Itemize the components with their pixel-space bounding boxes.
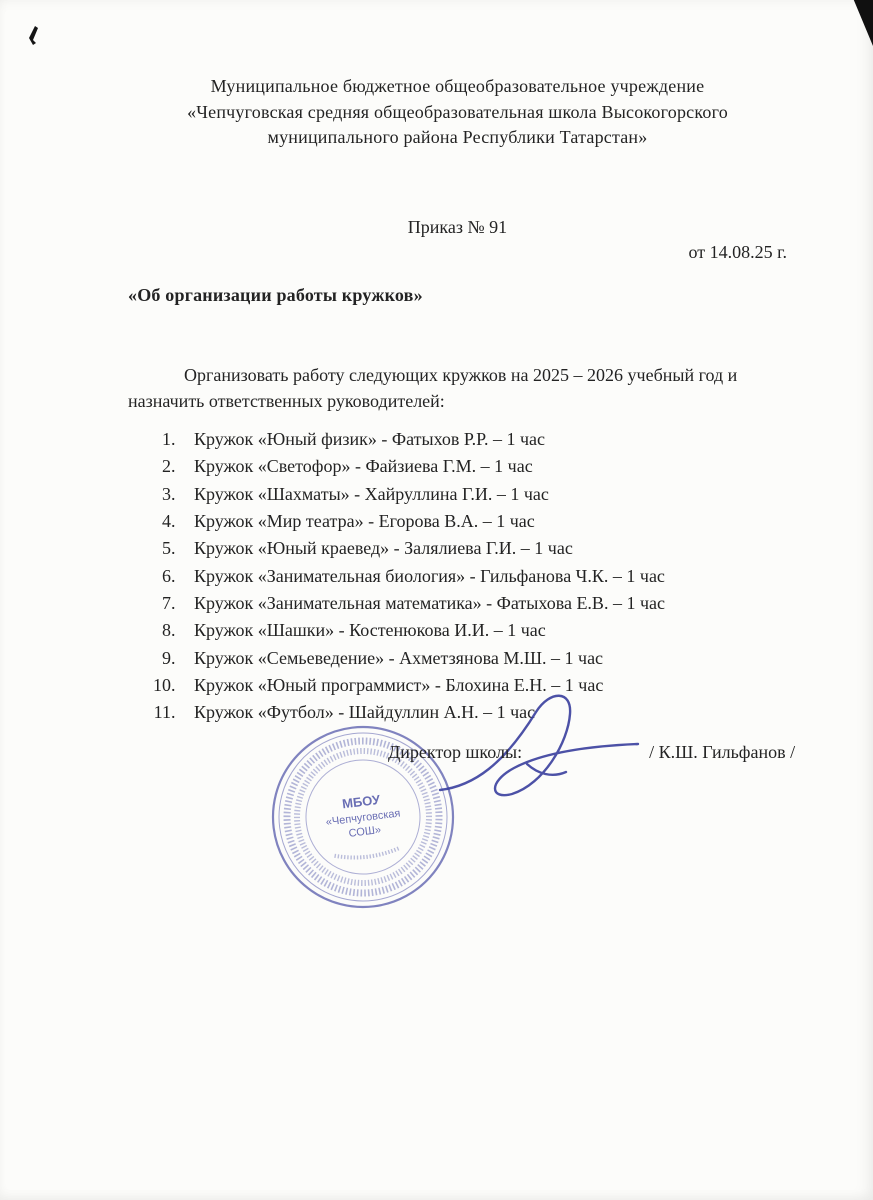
signature-space xyxy=(527,757,645,758)
list-item xyxy=(180,672,787,699)
organization-header-line3: муниципального района Республики Татарстан» xyxy=(267,127,648,148)
list-item xyxy=(180,590,787,617)
club-item-text: Кружок «Мир театра» - Егорова В.А. – 1 час xyxy=(194,510,535,531)
order-title: Приказ № 91 xyxy=(407,216,508,237)
club-item-text: Кружок «Занимательная математика» - Фатыхова Е.В. – 1 час xyxy=(194,592,665,613)
stamp-text-line2: «Чепчуговская xyxy=(325,807,402,829)
organization-header-line1: Муниципальное бюджетное общеобразовательное учреждение xyxy=(210,76,705,96)
order-subject: «Об организации работы кружков» xyxy=(128,284,423,305)
signature-name: / К.Ш. Гильфанов / xyxy=(649,742,796,762)
club-item-text: Кружок «Шашки» - Костенюкова И.И. – 1 час xyxy=(194,620,546,641)
signature-row xyxy=(388,742,796,763)
club-item-text: Кружок «Семьеведение» - Ахметзянова М.Ш. – 1 час xyxy=(194,647,604,668)
club-item-text: Кружок «Шахматы» - Хайруллина Г.И. – 1 час xyxy=(194,483,549,504)
club-item-text: Кружок «Занимательная биология» - Гильфанова Ч.К. – 1 час xyxy=(194,565,665,586)
list-item xyxy=(180,699,787,726)
list-item xyxy=(180,508,787,535)
club-item-text: Кружок «Светофор» - Файзиева Г.М. – 1 час xyxy=(194,456,533,477)
club-item-text: Кружок «Юный краевед» - Залялиева Г.И. – 1 час xyxy=(194,538,573,559)
club-item-text: Кружок «Футбол» - Шайдуллин А.Н. – 1 час xyxy=(194,702,536,723)
organization-header-line2: «Чепчуговская средняя общеобразовательная школа Высокогорского xyxy=(187,101,728,122)
order-body-paragraph: Организовать работу следующих кружков на 2025 – 2026 учебный год и назначить ответственных руководителей: xyxy=(128,364,738,411)
club-item-text: Кружок «Юный физик» - Фатыхов Р.Р. – 1 час xyxy=(194,428,545,449)
list-item xyxy=(180,535,787,562)
list-item xyxy=(180,563,787,590)
list-item xyxy=(180,617,787,644)
list-item xyxy=(180,645,787,672)
organization-header xyxy=(128,74,787,151)
list-item xyxy=(180,453,787,480)
stamp-text-line1: МБОУ xyxy=(341,791,381,812)
club-list xyxy=(128,426,787,727)
list-item xyxy=(180,481,787,508)
signature-label: Директор школы: xyxy=(388,742,523,762)
stamp-text-line3: СОШ» xyxy=(347,823,382,840)
club-item-text: Кружок «Юный программист» - Блохина Е.Н. – 1 час xyxy=(194,675,604,696)
list-item xyxy=(180,426,787,453)
order-date: от 14.08.25 г. xyxy=(688,241,787,262)
